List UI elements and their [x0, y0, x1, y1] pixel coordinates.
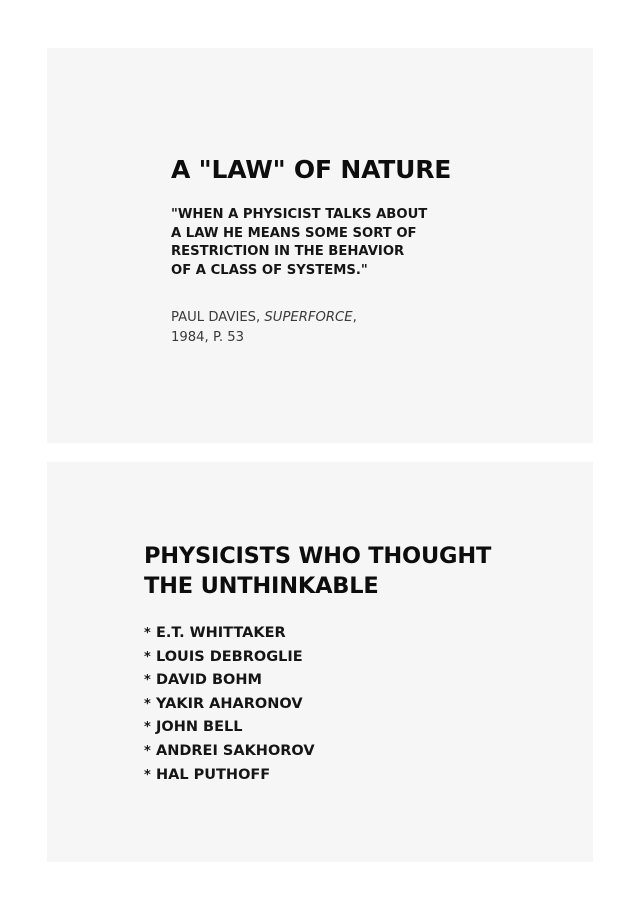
list-item-label: LOUIS DEBROGLIE: [156, 648, 303, 665]
slide-title: A "LAW" OF NATURE: [171, 155, 452, 184]
list-item: [144, 740, 315, 764]
bullet-icon: *: [144, 720, 151, 736]
bullet-icon: *: [144, 649, 151, 665]
physicist-list: [144, 622, 315, 787]
slide-title: PHYSICISTS WHO THOUGHT THE UNTHINKABLE: [144, 543, 492, 599]
quote-citation: [171, 308, 357, 348]
citation-details: 1984, P. 53: [171, 330, 245, 345]
citation-work: SUPERFORCE: [264, 310, 353, 325]
slide-physicists: [47, 462, 593, 862]
citation-author: PAUL DAVIES,: [171, 310, 265, 325]
bullet-icon: *: [144, 696, 151, 712]
list-item: [144, 716, 315, 740]
list-item-label: YAKIR AHARONOV: [156, 695, 303, 712]
citation-separator: ,: [352, 310, 357, 325]
slide-law-of-nature: [47, 48, 593, 443]
list-item-label: HAL PUTHOFF: [156, 766, 271, 783]
list-item-label: JOHN BELL: [156, 719, 243, 736]
list-item: [144, 693, 315, 717]
list-item: [144, 669, 315, 693]
list-item: [144, 646, 315, 670]
list-item: [144, 622, 315, 646]
bullet-icon: *: [144, 673, 151, 689]
bullet-icon: *: [144, 743, 151, 759]
quote-text: "WHEN A PHYSICIST TALKS ABOUT A LAW HE MEANS SOME SORT OF RESTRICTION IN THE BEHAVIOR OF A CLASS OF SYSTEMS.": [171, 207, 428, 278]
bullet-icon: *: [144, 626, 151, 641]
list-item-label: ANDREI SAKHOROV: [156, 742, 315, 759]
list-item: [144, 764, 315, 788]
bullet-icon: *: [144, 767, 151, 783]
list-item-label: DAVID BOHM: [156, 672, 262, 689]
list-item-label: E.T. WHITTAKER: [156, 625, 286, 641]
